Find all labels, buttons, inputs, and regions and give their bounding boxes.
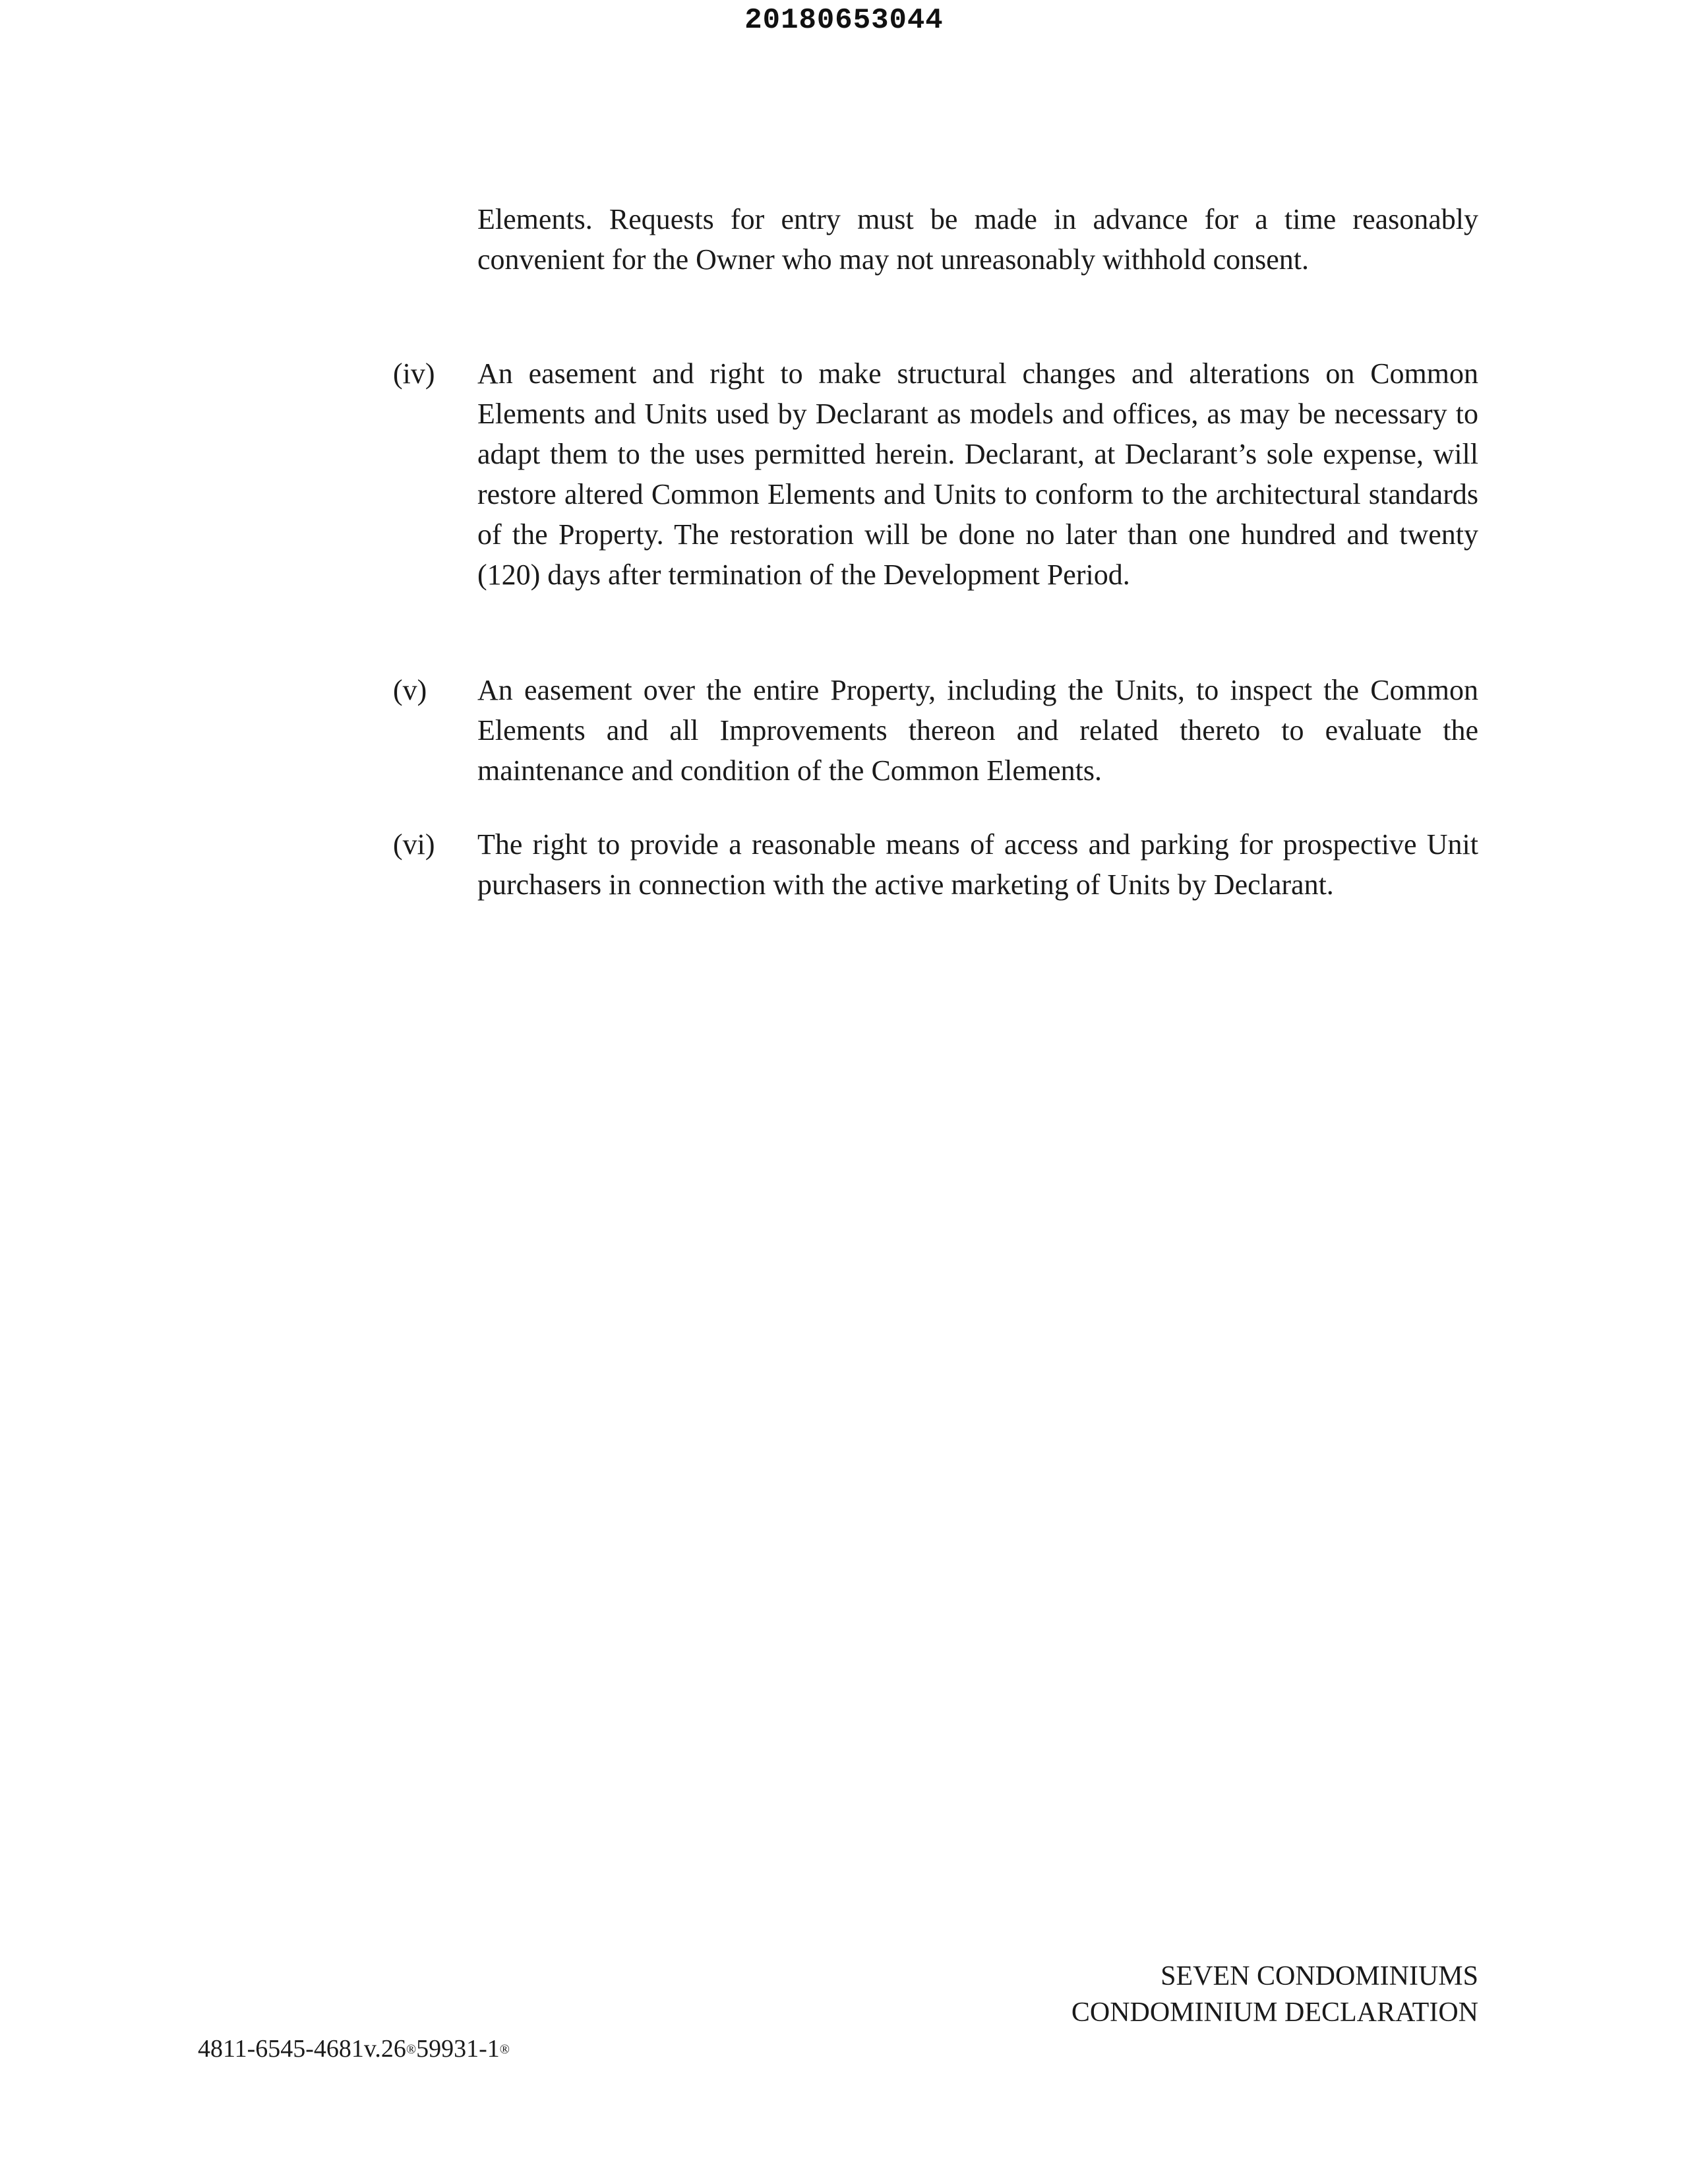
document-id-version: 4811-6545-4681v.26 — [198, 2035, 406, 2063]
registered-mark-icon: ® — [406, 2042, 417, 2057]
item-text: An easement and right to make structural changes and alterations on Common Elements and Units used by Declarant as models and offices, as may be necessary to adapt them to the uses permitted herein. Declarant, at Declarant’s sole expense, will restore altered Common Elements and Units to conform to the architectural standards of the Property. The restoration will be done no later than one hundred and twenty (120) days after termination of the Development Period. — [477, 357, 1478, 591]
document-id-matter: 59931-1 — [416, 2035, 500, 2063]
item-label: (vi) — [393, 828, 435, 861]
registered-mark-icon: ® — [499, 2042, 510, 2057]
item-label: (v) — [393, 674, 427, 706]
item-text: An easement over the entire Property, including the Units, to inspect the Common Elements and all Improvements thereon and related thereto to evaluate the maintenance and condition of the Common Elements. — [477, 674, 1478, 787]
footer-document-title — [1071, 1958, 1478, 2031]
document-id — [198, 2032, 510, 2067]
item-text: The right to provide a reasonable means of access and parking for prospective Unit purchasers in connection with the active marketing of Units by Declarant. — [477, 828, 1478, 901]
footer-title-line-1: SEVEN CONDOMINIUMS — [1160, 1961, 1478, 1991]
page-number: 20180653044 — [744, 4, 944, 37]
item-label: (iv) — [393, 357, 435, 390]
continuation-paragraph: Elements. Requests for entry must be made in advance for a time reasonably convenient for the Owner who may not unreasonably withhold consent. — [477, 203, 1478, 276]
footer-title-line-2: CONDOMINIUM DECLARATION — [1071, 1997, 1478, 2028]
